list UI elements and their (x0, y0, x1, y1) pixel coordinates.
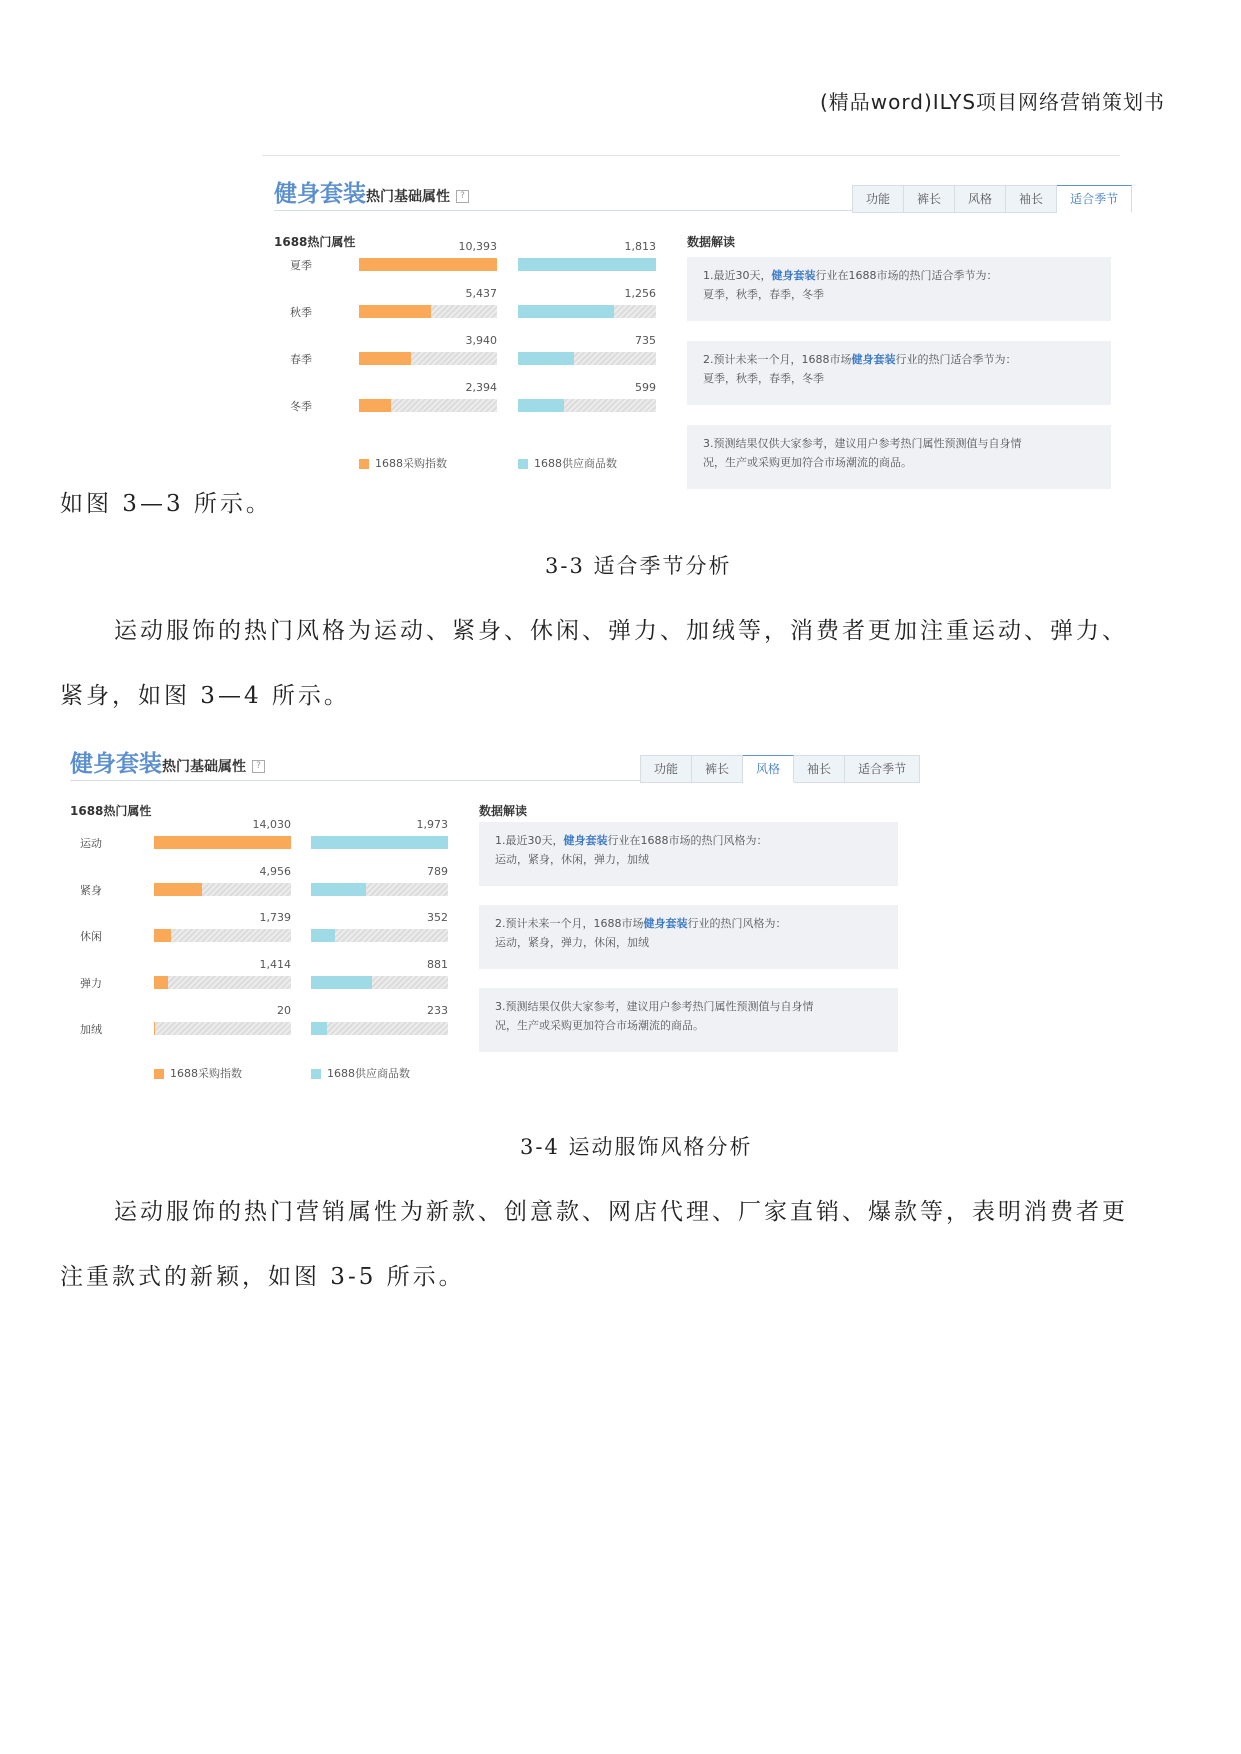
interpret-line1 (495, 997, 882, 1016)
category-label: 夏季 (290, 259, 312, 272)
data-label: 3,940 (465, 334, 497, 347)
interpret-text: 3.预测结果仅供大家参考，建议用户参考热门属性预测值与自身情 (703, 437, 1022, 450)
interpret-box-1 (687, 257, 1111, 321)
bar-track (518, 258, 656, 271)
category-label: 加绒 (80, 1023, 102, 1036)
bar (518, 258, 656, 271)
interpret-text: 1.最近30天， (495, 834, 564, 847)
data-label: 233 (427, 1004, 448, 1017)
bar-track (311, 929, 448, 942)
chart-title: 1688热门属性 (274, 235, 356, 249)
bar-track (518, 399, 656, 412)
interpret-line2: 运动，紧身，休闲，弹力，加绒 (495, 853, 649, 866)
data-label: 10,393 (458, 240, 497, 253)
interpret-text: 行业在1688市场的热门适合季节为： (815, 269, 998, 282)
panel-title (274, 175, 469, 208)
legend-swatch (518, 459, 528, 469)
data-label: 789 (427, 864, 448, 878)
bar-track (359, 258, 497, 271)
interpret-line2: 况，生产或采购更加符合市场潮流的商品。 (703, 456, 912, 469)
bar (154, 929, 171, 942)
interpret-line2: 夏季，秋季，春季，冬季 (703, 372, 824, 385)
paragraph-marketing-line1: 运动服饰的热门营销属性为新款、创意款、网店代理、厂家直销、爆款等，表明消费者更 (114, 1199, 1128, 1225)
category-label: 运动 (80, 837, 102, 850)
panel-title (70, 745, 265, 778)
interpret-line2: 况，生产或采购更加符合市场潮流的商品。 (495, 1019, 704, 1032)
data-label: 599 (635, 381, 656, 394)
bar (311, 1022, 327, 1035)
bar (311, 883, 366, 896)
bar (154, 976, 168, 989)
panel-title-sub: 热门基础属性 (162, 759, 246, 775)
interpret-box-3 (687, 425, 1111, 489)
legend-swatch (311, 1069, 321, 1079)
interpret-text: 行业的热门风格为： (687, 917, 787, 930)
category-label: 春季 (290, 353, 312, 366)
data-label: 1,973 (416, 818, 448, 831)
bar-track (154, 929, 291, 942)
bar-track (359, 305, 497, 318)
interpret-line1 (703, 266, 1095, 285)
tab-5[interactable]: 适合季节 (1057, 185, 1132, 213)
interpret-box-1 (479, 822, 898, 886)
category-label: 冬季 (290, 400, 312, 413)
legend-label: 1688供应商品数 (534, 457, 617, 470)
interpret-line1 (495, 914, 882, 933)
data-label: 881 (427, 957, 448, 971)
legend-label: 1688供应商品数 (327, 1067, 410, 1080)
data-label: 1,813 (624, 240, 656, 253)
data-label: 20 (277, 1004, 291, 1017)
tab-4[interactable]: 袖长 (794, 755, 845, 783)
interpret-text: 行业的热门适合季节为： (895, 353, 1017, 366)
legend-item-supply-count (518, 455, 617, 471)
bar-track (154, 836, 291, 849)
document-header-title: (精品word)ILYS项目网络营销策划书 (820, 90, 1166, 114)
data-label: 1,739 (259, 911, 291, 924)
bar (154, 1022, 155, 1035)
help-icon[interactable]: ? (252, 760, 265, 773)
bar-track (311, 836, 448, 849)
bar (359, 399, 391, 412)
legend-item-purchase-index (359, 455, 447, 471)
attribute-panel-style (58, 745, 907, 1085)
interpret-text: 3.预测结果仅供大家参考，建议用户参考热门属性预测值与自身情 (495, 1000, 814, 1013)
bar (518, 399, 564, 412)
tab-3[interactable]: 风格 (955, 185, 1006, 213)
bar (518, 352, 574, 365)
interpret-box-2 (479, 905, 898, 969)
bar-track (154, 1022, 291, 1035)
bar-track (518, 352, 656, 365)
category-label: 弹力 (80, 976, 102, 990)
data-label: 352 (427, 911, 448, 924)
help-icon[interactable]: ? (456, 190, 469, 203)
category-label: 秋季 (290, 306, 312, 319)
panel-title-sub: 热门基础属性 (366, 189, 450, 205)
data-label: 14,030 (252, 818, 291, 831)
interpret-highlight[interactable]: 健身套装 (643, 917, 688, 930)
bar (359, 352, 411, 365)
bar (311, 836, 448, 849)
bar-track (518, 305, 656, 318)
tab-5[interactable]: 适合季节 (845, 755, 920, 783)
interpret-title: 数据解读 (479, 804, 528, 818)
interpret-title: 数据解读 (687, 235, 736, 249)
data-label: 1,414 (259, 957, 291, 971)
chart-title: 1688热门属性 (70, 804, 152, 818)
figure-caption-3-3: 3-3 适合季节分析 (545, 554, 732, 578)
panel-title-main: 健身套装 (70, 751, 162, 777)
bar-track (311, 883, 448, 896)
data-label: 735 (635, 334, 656, 347)
tab-4[interactable]: 袖长 (1006, 185, 1057, 213)
category-label: 休闲 (80, 930, 102, 943)
interpret-line2: 运动，紧身，弹力，休闲，加绒 (495, 936, 649, 949)
tab-2[interactable]: 裤长 (692, 755, 743, 783)
bar (154, 883, 202, 896)
legend-swatch (359, 459, 369, 469)
panel-title-main: 健身套装 (274, 181, 366, 207)
legend-label: 1688采购指数 (375, 457, 447, 470)
paragraph-marketing-line2: 注重款式的新颖，如图 3-5 所示。 (60, 1264, 465, 1290)
bar-track (359, 352, 497, 365)
bar (359, 258, 497, 271)
tab-bar (640, 755, 920, 783)
bar (359, 305, 431, 318)
interpret-highlight[interactable]: 健身套装 (563, 834, 608, 847)
legend-item-supply-count (311, 1065, 410, 1081)
interpret-box-3 (479, 988, 898, 1052)
bar (311, 929, 335, 942)
bar-track (359, 399, 497, 412)
bar (154, 836, 291, 849)
interpret-line1 (495, 831, 882, 850)
data-label: 5,437 (465, 287, 497, 300)
tab-3[interactable]: 风格 (743, 755, 794, 783)
data-label: 1,256 (624, 287, 656, 300)
panel-top-divider (262, 155, 1120, 156)
interpret-text: 行业在1688市场的热门风格为： (607, 834, 768, 847)
figure-caption-3-4: 3-4 运动服饰风格分析 (520, 1135, 753, 1159)
paragraph-style-line1: 运动服饰的热门风格为运动、紧身、休闲、弹力、加绒等，消费者更加注重运动、弹力、 (114, 618, 1128, 644)
bar-track (311, 1022, 448, 1035)
interpret-text: 2.预计未来一个月，1688市场 (495, 917, 644, 930)
legend-swatch (154, 1069, 164, 1079)
bar (311, 976, 372, 989)
legend-item-purchase-index (154, 1065, 242, 1081)
tab-2[interactable]: 裤长 (904, 185, 955, 213)
interpret-highlight[interactable]: 健身套装 (851, 353, 896, 366)
interpret-text: 1.最近30天， (703, 269, 772, 282)
category-label: 紧身 (80, 883, 102, 897)
bar-track (154, 883, 291, 896)
interpret-box-2 (687, 341, 1111, 405)
bar (518, 305, 614, 318)
tab-1[interactable]: 功能 (640, 755, 692, 783)
legend-label: 1688采购指数 (170, 1067, 242, 1080)
interpret-line1 (703, 350, 1095, 369)
attribute-panel-season (262, 155, 1120, 495)
interpret-highlight[interactable]: 健身套装 (771, 269, 816, 282)
tab-bar (852, 185, 1132, 213)
body-text-ref-3-3: 如图 3—3 所示。 (60, 491, 272, 517)
tab-1[interactable]: 功能 (852, 185, 904, 213)
interpret-text: 2.预计未来一个月，1688市场 (703, 353, 852, 366)
data-label: 4,956 (259, 864, 291, 878)
data-label: 2,394 (465, 381, 497, 394)
bar-track (311, 976, 448, 989)
paragraph-style-line2: 紧身，如图 3—4 所示。 (60, 683, 350, 709)
interpret-line2: 夏季，秋季，春季，冬季 (703, 288, 824, 301)
interpret-line1 (703, 434, 1095, 453)
bar-track (154, 976, 291, 989)
